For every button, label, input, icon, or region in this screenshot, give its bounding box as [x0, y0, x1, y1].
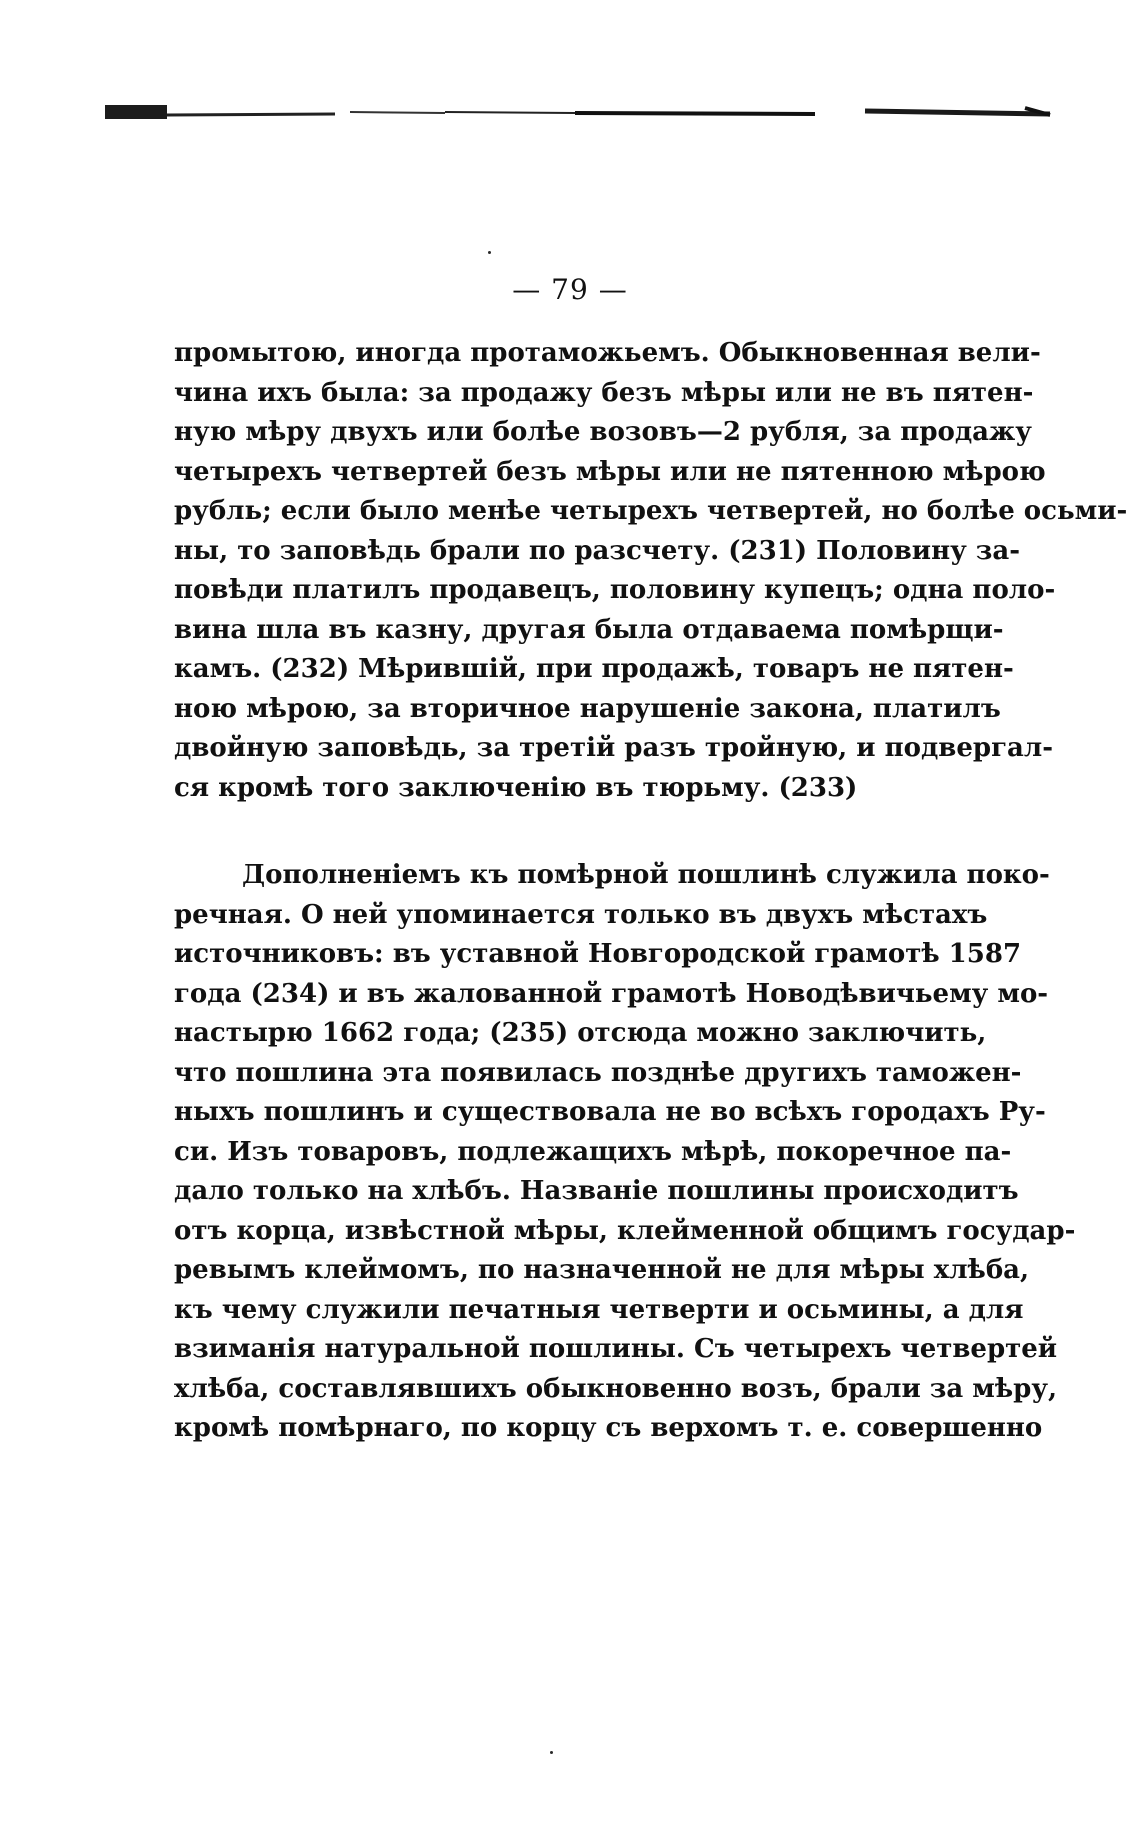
text-line: промытою, иногда протаможьемъ. Обыкновенная вели-	[174, 338, 1041, 368]
text-line: ную мѣру двухъ или болѣе возовъ—2 рубля, за продажу	[174, 417, 1032, 447]
text-line: вина шла въ казну, другая была отдаваема помѣрщи-	[174, 614, 1004, 645]
text-line: ною мѣрою, за вторичное нарушеніе закона, платилъ	[174, 693, 1001, 724]
text-line: Дополненіемъ къ помѣрной пошлинѣ служила поко-	[242, 860, 1050, 890]
text-line: дало только на хлѣбъ. Названіе пошлины происходитъ	[174, 1176, 1019, 1206]
paragraph-gap	[174, 808, 974, 856]
stray-mark-bottom	[550, 1751, 553, 1754]
page-number: — 79 —	[512, 273, 628, 306]
text-line: двойную заповѣдь, за третій разъ тройную, и подвергал-	[174, 733, 1053, 763]
text-line: ны, то заповѣдь брали по разсчету. (231) Половину за-	[174, 535, 1021, 566]
text-line: кромѣ помѣрнаго, по корцу съ верхомъ т. е. совершенно	[174, 1413, 1043, 1443]
paragraph-1	[174, 334, 1128, 808]
text-line: ся кромѣ того заключенію въ тюрьму. (233)	[174, 772, 858, 803]
page-body	[174, 334, 1128, 1449]
stray-mark-top	[488, 251, 491, 254]
text-line: камъ. (232) Мѣрившій, при продажѣ, товаръ не пятен-	[174, 654, 1014, 684]
text-line: взиманія натуральной пошлины. Съ четырехъ четвертей	[174, 1334, 1058, 1364]
text-line: настырю 1662 года; (235) отсюда можно заключить,	[174, 1018, 987, 1048]
text-line: си. Изъ товаровъ, подлежащихъ мѣрѣ, покоречное па-	[174, 1136, 1012, 1167]
text-line: ревымъ клеймомъ, по назначенной не для мѣры хлѣба,	[174, 1255, 1030, 1285]
text-line: что пошлина эта появилась позднѣе другихъ таможен-	[174, 1057, 1022, 1088]
text-line: источниковъ: въ уставной Новгородской грамотѣ 1587	[174, 939, 1022, 969]
text-line: рубль; если было менѣе четырехъ четвертей, но болѣе осьми-	[174, 496, 1128, 526]
text-line: речная. О ней упоминается только въ двухъ мѣстахъ	[174, 899, 988, 930]
text-line: года (234) и въ жалованной грамотѣ Новодѣвичьему мо-	[174, 978, 1049, 1009]
text-line: повѣди платилъ продавецъ, половину купецъ; одна поло-	[174, 575, 1056, 605]
text-line: отъ корца, извѣстной мѣры, клейменной общимъ государ-	[174, 1215, 1076, 1246]
text-line: четырехъ четвертей безъ мѣры или не пятенною мѣрою	[174, 456, 1046, 487]
scan-artifact-rule	[105, 103, 1055, 125]
text-line: хлѣба, составлявшихъ обыкновенно возъ, брали за мѣру,	[174, 1373, 1058, 1404]
text-line: чина ихъ была: за продажу безъ мѣры или не въ пятен-	[174, 377, 1034, 408]
paragraph-2	[174, 856, 1076, 1449]
text-line: ныхъ пошлинъ и существовала не во всѣхъ городахъ Ру-	[174, 1097, 1046, 1127]
text-line: къ чему служили печатныя четверти и осьмины, а для	[174, 1294, 1024, 1325]
